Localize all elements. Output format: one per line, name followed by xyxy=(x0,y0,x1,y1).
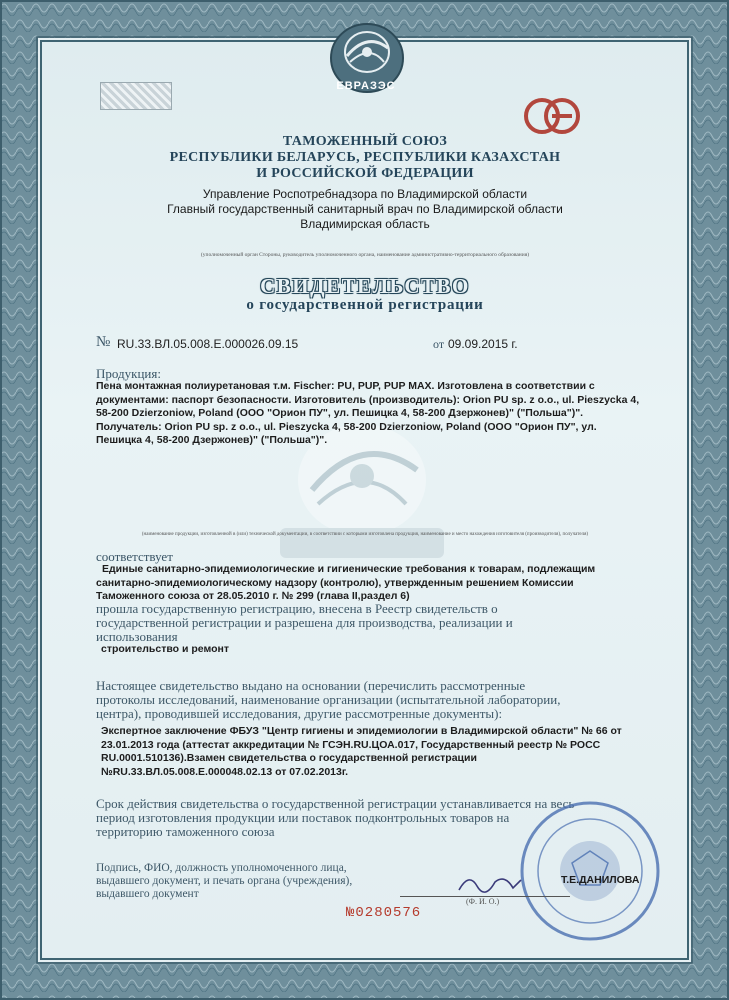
conformity-line-1: Единые санитарно-эпидемиологические и гигиенические требования к товарам, подлежащим xyxy=(102,563,596,575)
authority-line-1: Управление Роспотребнадзора по Владимирской области xyxy=(202,187,528,201)
conformity-line-2: санитарно-эпидемиологическому надзору (контролю), утвержденным решением Комиссии xyxy=(96,576,574,589)
fio-caption: (Ф. И. О.) xyxy=(466,897,500,906)
emblem-label: ЕВРАЗЭС xyxy=(336,80,396,92)
hologram-sticker xyxy=(100,82,172,110)
header-line-1: ТАМОЖЕННЫЙ СОЮЗ xyxy=(282,134,448,149)
basis-value xyxy=(101,725,671,779)
header-line-2: РЕСПУБЛИКИ БЕЛАРУСЬ, РЕСПУБЛИКИ КАЗАХСТАН xyxy=(169,150,561,165)
registered-text xyxy=(96,602,666,644)
signature-caption-line-2: выдавшего документ, и печать органа (учреждения), xyxy=(96,875,353,887)
product-caption: (наименование продукции, изготовленной в (или) технической документации, в соответствии с которыми изготовлена продукция, наименование и место нахождения изготовителя (производителя), получателя) xyxy=(141,532,589,537)
authority-line-3: Владимирская область xyxy=(300,217,430,231)
basis-value-line-4: №RU.33.ВЛ.05.008.Е.000048.02.13 от 07.02.2013г. xyxy=(101,765,349,778)
product-line-1: Пена монтажная полиуретановая т.м. Fischer: PU, PUP, PUP MAX. Изготовлена в соответствии с xyxy=(96,380,595,392)
registration-number: RU.33.ВЛ.05.008.Е.000026.09.15 xyxy=(117,337,299,351)
registered-line-2: государственной регистрации и разрешена для производства, реализации и xyxy=(96,615,513,630)
product-line-2: документами: паспорт безопасности. Изготовитель (производитель): Orion PU sp. z o.o., ul. Pieszycka 4, xyxy=(96,393,640,406)
date-label: от xyxy=(433,337,445,351)
basis-line-3: центра), проводившей исследования, другие рассмотренные документы): xyxy=(96,706,503,721)
product-text xyxy=(96,380,666,448)
official-seal-icon xyxy=(500,793,670,943)
registered-line-1: прошла государственную регистрацию, внесена в Реестр свидетельств о xyxy=(96,601,498,616)
basis-line-1: Настоящее свидетельство выдано на основании (перечислить рассмотренные xyxy=(96,678,526,693)
basis-text xyxy=(96,679,666,721)
basis-value-line-2: 23.01.2013 года (аттестат аккредитации № ГСЭН.RU.ЦОА.017, Государственный реестр № РОСС xyxy=(101,738,601,751)
registered-line-3: использования xyxy=(96,629,178,644)
basis-value-line-1: Экспертное заключение ФБУЗ "Центр гигиены и эпидемиологии в Владимирской области" № 66 от xyxy=(101,725,622,737)
signature-caption xyxy=(96,862,416,901)
handwritten-signature xyxy=(455,868,525,898)
basis-value-line-3: RU.0001.510136).Взамен свидетельства о государственной регистрации xyxy=(101,752,477,764)
signature-caption-line-3: выдавшего документ xyxy=(96,888,199,900)
signatory-name: Т.Е.ДАНИЛОВА xyxy=(561,874,640,886)
number-label: № xyxy=(96,334,111,350)
signature-caption-line-1: Подпись, ФИО, должность уполномоченного лица, xyxy=(96,862,347,874)
issuing-header xyxy=(120,134,610,232)
product-line-4: Получатель: Orion PU sp. z o.o., ul. Pieszycka 4, 58-200 Dzierzoniow, Poland (ООО "Орион ПУ", ул. xyxy=(96,420,597,433)
validity-line-2: период изготовления продукции или поставок подконтрольных товаров на xyxy=(96,810,510,825)
registration-date: 09.09.2015 г. xyxy=(448,337,518,351)
usage-value: строительство и ремонт xyxy=(101,643,230,655)
product-label: Продукция: xyxy=(96,366,161,381)
conformity-text xyxy=(96,563,666,604)
certificate-subtitle: о государственной регистрации xyxy=(246,297,484,313)
certificate-title: СВИДЕТЕЛЬСТВО xyxy=(260,274,470,298)
validity-line-1: Срок действия свидетельства о государственной регистрации устанавливается на весь xyxy=(96,796,575,811)
serial-number: №0280576 xyxy=(346,905,422,921)
authority-caption: (уполномоченный орган Стороны, руководитель уполномоченного органа, наименование административно-территориального образования) xyxy=(200,252,530,258)
header-line-3: И РОССИЙСКОЙ ФЕДЕРАЦИИ xyxy=(256,166,474,181)
product-line-5: Пешицка 4, 58-200 Дзержонев)" ("Польша")". xyxy=(96,434,328,446)
authority-line-2: Главный государственный санитарный врач по Владимирской области xyxy=(167,202,563,216)
validity-line-3: территорию таможенного союза xyxy=(96,824,275,839)
sanitary-mark-icon xyxy=(522,96,582,136)
conformity-line-3: Таможенного союза от 28.05.2010 г. № 299 (глава II,раздел 6) xyxy=(96,590,410,602)
conformity-label: соответствует xyxy=(96,549,173,564)
product-line-3: 58-200 Dzierzoniow, Poland (ООО "Орион ПУ", ул. Пешицка 4, 58-200 Дзержонев)" ("Польша")". xyxy=(96,407,584,419)
basis-line-2: протоколы исследований, наименование организации (испытательной лаборатории, xyxy=(96,692,561,707)
